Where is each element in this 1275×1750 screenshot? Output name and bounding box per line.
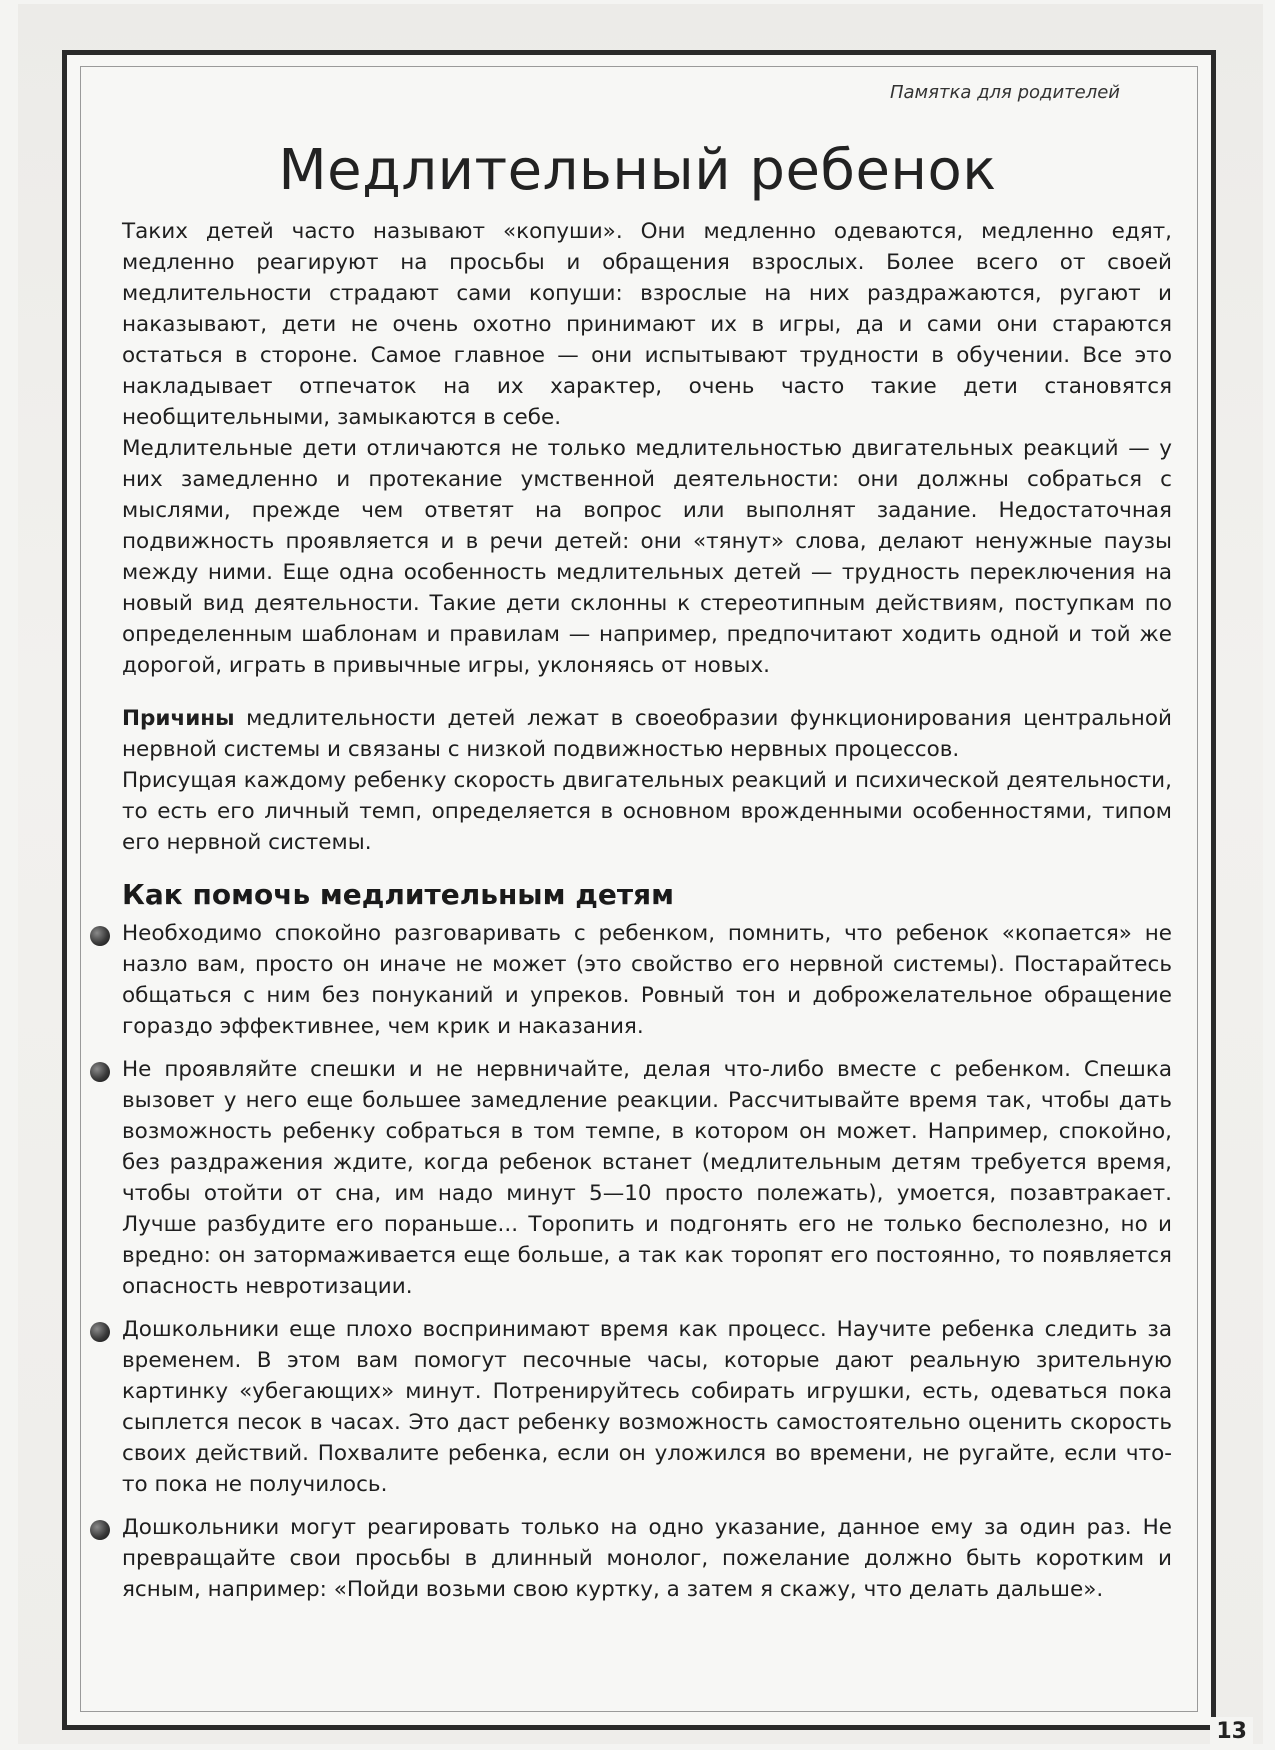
list-item [122, 1054, 1172, 1302]
list-item-text: Не проявляйте спешки и не нервничайте, делая что-либо вместе с ребенком. Спешка вызовет у него еще большее замедление реакции. Рассчитывайте время так, чтобы дать возможность ребенку собраться в том темпе, в котором он может. Например, спокойно, без раздражения ждите, когда ребенок встанет (медлительным детям требуется время, чтобы отойти от сна, им надо минут 5—10 просто полежать), умоется, позавтракает. Лучше разбудите его пораньше... Торопить и подгонять его не только бесполезно, но и вредно: он затормаживается еще больше, а так как торопят его постоянно, то появляется опасность невротизации. [122, 1057, 1172, 1299]
bullet-icon [90, 1520, 110, 1540]
list-item-text: Дошкольники еще плохо воспринимают время как процесс. Научите ребенка следить за временем. В этом вам помогут песочные часы, которые дают реальную зрительную картинку «убегающих» минут. Потренируйтесь собирать игрушки, есть, одеваться пока сыплется песок в часах. Это даст ребенку возможность самостоятельно оценить скорость своих действий. Похвалите ребенка, если он уложился во времени, не ругайте, если что-то пока не получилось. [122, 1317, 1172, 1497]
main-content [122, 216, 1172, 1617]
page-title: Медлительный ребенок [278, 138, 997, 203]
causes-keyword: Причины [122, 706, 235, 731]
page-number: 13 [1210, 1717, 1253, 1746]
bullet-icon [90, 926, 110, 946]
bullet-icon [90, 1062, 110, 1082]
spacer [122, 681, 1172, 703]
intro-paragraph-4: Присущая каждому ребенку скорость двигательных реакций и психической деятельности, то есть его личный темп, определяется в основном врожденными особенностями, типом его нервной системы. [122, 768, 1172, 855]
intro-paragraph-1: Таких детей часто называют «копуши». Они медленно одеваются, медленно едят, медленно реагируют на просьбы и обращения взрослых. Более всего от своей медлительности страдают сами копуши: взрослые на них раздражаются, ругают и наказывают, дети не очень охотно принимают их в игры, да и сами они стараются остаться в стороне. Самое главное — они испытывают трудности в обучении. Все это накладывает отпечаток на их характер, очень часто такие дети становятся необщительными, замыкаются в себе. [122, 219, 1172, 430]
intro-paragraph-3 [122, 703, 1172, 765]
list-item-text: Дошкольники могут реагировать только на одно указание, данное ему за один раз. Не превращайте свои просьбы в длинный монолог, пожелание должно быть коротким и ясным, например: «Пойди возьми свою куртку, а затем я скажу, что делать дальше». [122, 1515, 1172, 1602]
bullet-icon [90, 1322, 110, 1342]
section-heading: Как помочь медлительным детям [122, 878, 674, 911]
intro-paragraph-2: Медлительные дети отличаются не только медлительностью двигательных реакций — у них замедленно и протекание умственной деятельности: они должны собраться с мыслями, прежде чем ответят на вопрос или выполнят задание. Недостаточная подвижность проявляется и в речи детей: они «тянут» слова, делают ненужные паузы между ними. Еще одна особенность медлительных детей — трудность переключения на новый вид деятельности. Такие дети склонны к стереотипным действиям, поступкам по определенным шаблонам и правилам — например, предпочитают ходить одной и той же дорогой, играть в привычные игры, уклоняясь от новых. [122, 436, 1172, 678]
causes-text: медлительности детей лежат в своеобразии функционирования центральной нервной системы и связаны с низкой подвижностью нервных процессов. [122, 706, 1172, 762]
list-item [122, 1314, 1172, 1500]
list-item-text: Необходимо спокойно разговаривать с ребенком, помнить, что ребенок «копается» не назло вам, просто он иначе не может (это свойство его нервной системы). Постарайтесь общаться с ним без понуканий и упреков. Ровный тон и доброжелательное обращение гораздо эффективнее, чем крик и наказания. [122, 921, 1172, 1039]
list-item [122, 1512, 1172, 1605]
header-note: Памятка для родителей [889, 82, 1120, 103]
list-item [122, 918, 1172, 1042]
